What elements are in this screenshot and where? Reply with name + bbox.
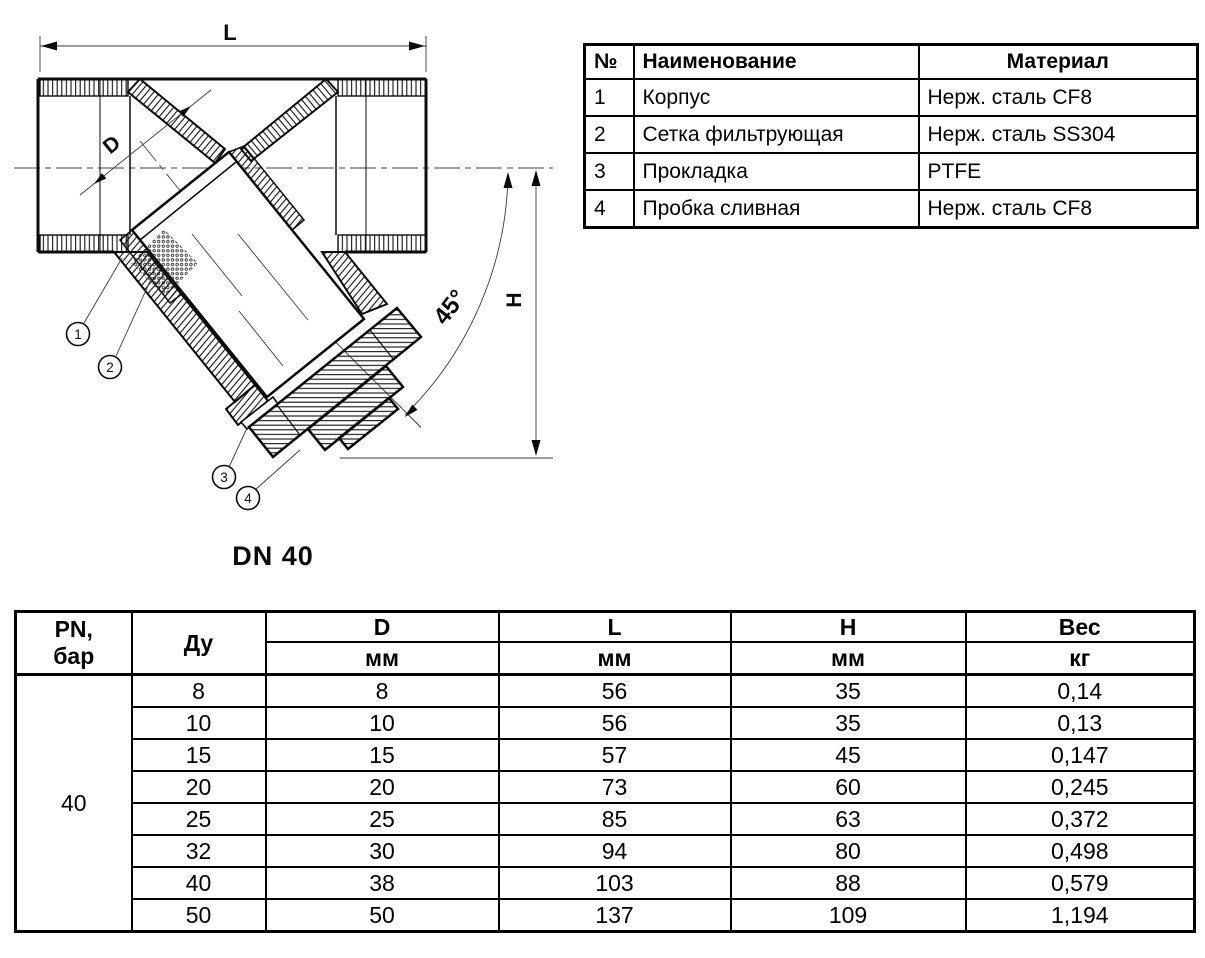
table-row: 10 10 56 35 0,13 [16,707,1195,739]
dims-header-pn: PN, бар [16,612,132,675]
dims-header-l: L [499,612,731,643]
dims-header-row-1 [16,612,1195,643]
drawing-caption: DN 40 [232,541,314,571]
table-row: 32 30 94 80 0,498 [16,835,1195,867]
parts-list-table [583,43,1199,229]
dims-header-du: Ду [132,612,266,675]
parts-header-num: № [585,45,634,80]
parts-header-row [585,45,1198,80]
dims-unit-d: мм [266,642,499,674]
table-row: 25 25 85 63 0,372 [16,803,1195,835]
table-row: 15 15 57 45 0,147 [16,739,1195,771]
dims-unit-weight: кг [966,642,1195,674]
table-row: 1 Корпус Нерж. сталь CF8 [585,79,1198,116]
dimension-H-label: H [503,292,526,308]
dimension-L-label: L [223,20,237,45]
table-row: 40 8 8 56 35 0,14 [16,675,1195,708]
parts-header-name: Наименование [634,45,919,80]
dims-header-h: H [731,612,966,643]
dimension-angle [405,172,513,417]
table-row: 50 50 137 109 1,194 [16,899,1195,932]
dimensions-table [14,610,1196,933]
parts-header-material: Материал [919,45,1198,80]
table-row: 2 Сетка фильтрующая Нерж. сталь SS304 [585,116,1198,153]
dims-unit-l: мм [499,642,731,674]
table-row: 3 Прокладка PTFE [585,153,1198,190]
dims-header-d: D [266,612,499,643]
y-strainer-technical-drawing [0,0,570,585]
dims-unit-h: мм [731,642,966,674]
svg-text:4: 4 [244,491,252,506]
table-row: 4 Пробка сливная Нерж. сталь CF8 [585,190,1198,228]
table-row: 40 38 103 88 0,579 [16,867,1195,899]
dimension-D-label: D [98,131,126,159]
svg-text:1: 1 [74,327,82,342]
table-row: 20 20 73 60 0,245 [16,771,1195,803]
dimension-L [40,20,426,72]
pn-value: 40 [16,675,132,932]
svg-text:2: 2 [106,360,114,375]
dimension-angle-label: 45° [428,284,472,330]
dims-header-weight: Вес [966,612,1195,643]
svg-text:3: 3 [220,470,228,485]
